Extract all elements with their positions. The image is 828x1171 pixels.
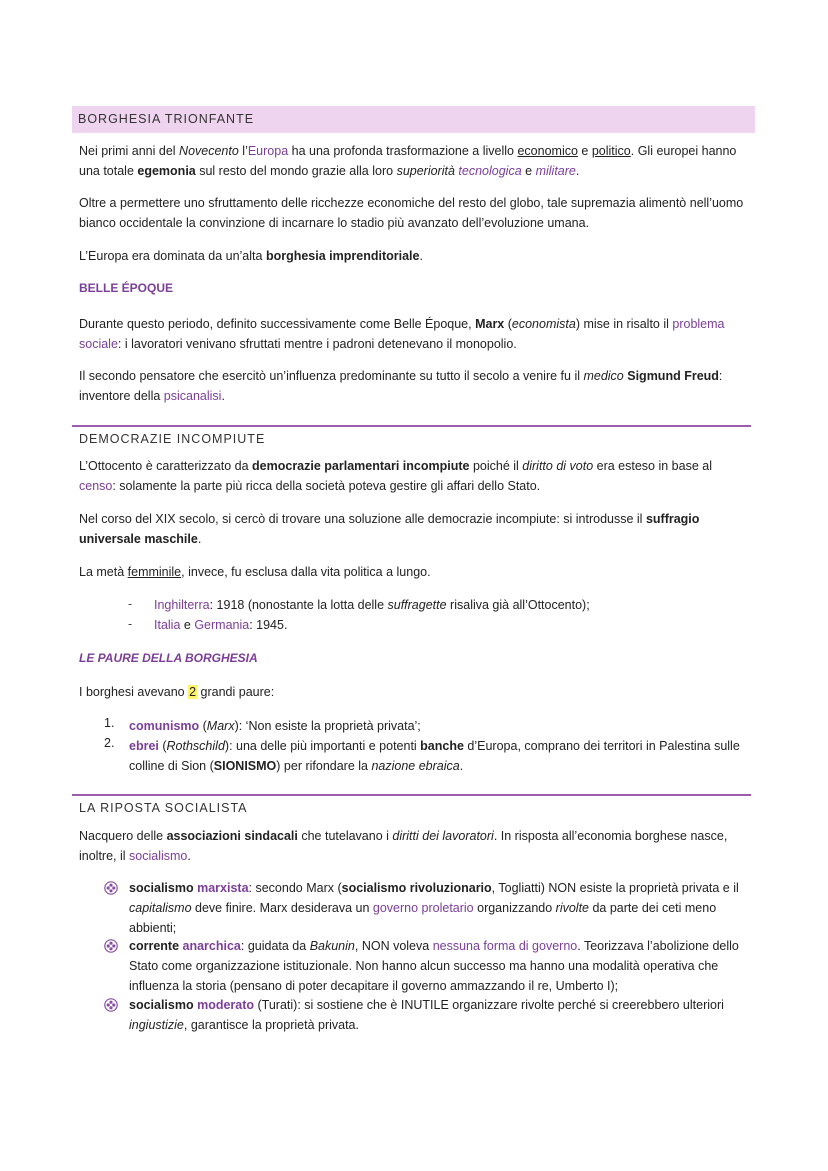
section-title: BORGHESIA TRIONFANTE: [78, 112, 255, 126]
paragraph: Nei primi anni del Novecento l’Europa ha una profonda trasformazione a livello economico e politico. Gli europei hanno una totale egemonia sul resto del mondo grazie alla loro superiorità tecnologica e militare.: [79, 144, 737, 178]
list-item: Italia e Germania: 1945.: [154, 618, 288, 632]
paragraph: I borghesi avevano 2 grandi paure:: [79, 685, 275, 699]
subheading-paure-borghesia: LE PAURE DELLA BORGHESIA: [79, 651, 258, 665]
highlighted-number: 2: [189, 685, 197, 699]
subheading-belle-epoque: BELLE ÉPOQUE: [79, 281, 174, 295]
list-item: ebrei (Rothschild): una delle più importanti e potenti banche d’Europa, comprano dei territori in Palestina sulle colline di Sion (SIONISMO) per rifondare la nazione ebraica.: [129, 739, 740, 773]
list-item: socialismo marxista: secondo Marx (socialismo rivoluzionario, Togliatti) NON esiste la proprietà privata e il capitalismo deve finire. Marx desiderava un governo proletario organizzando rivolte da parte dei ceti meno abbienti;: [129, 881, 739, 935]
paragraph: La metà femminile, invece, fu esclusa dalla vita politica a lungo.: [79, 565, 431, 579]
paragraph: Nel corso del XIX secolo, si cercò di trovare una soluzione alle democrazie incompiute: si introdusse il suffragio universale maschile.: [79, 512, 700, 546]
paragraph: Il secondo pensatore che esercitò un’influenza predominante su tutto il secolo a venire fu il medico Sigmund Freud: inventore della psicanalisi.: [79, 369, 723, 403]
list-dash: -: [128, 597, 133, 611]
section-divider: [72, 794, 751, 796]
section-banner-borghesia: [72, 106, 755, 133]
list-dash: -: [128, 617, 133, 631]
paragraph: Oltre a permettere uno sfruttamento delle ricchezze economiche del resto del globo, tale supremazia alimentò nell’uomo bianco occidentale la convinzione di incarnare lo stadio più avanzato dell’evoluzione umana.: [79, 196, 744, 230]
paragraph: Durante questo periodo, definito successivamente come Belle Époque, Marx (economista) mise in risalto il problema sociale: i lavoratori venivano sfruttati mentre i padroni detenevano il monopolio.: [79, 317, 725, 351]
section-title: DEMOCRAZIE INCOMPIUTE: [79, 432, 266, 446]
paragraph: L’Europa era dominata da un’alta borghesia imprenditoriale.: [79, 249, 423, 263]
flower-bullet-icon: [104, 881, 118, 895]
paragraph: Nacquero delle associazioni sindacali che tutelavano i diritti dei lavoratori. In risposta all’economia borghese nasce, inoltre, il socialismo.: [79, 829, 728, 863]
list-item: Inghilterra: 1918 (nonostante la lotta delle suffragette risaliva già all’Ottocento);: [154, 598, 590, 612]
list-number: 2.: [104, 736, 115, 750]
list-number: 1.: [104, 716, 115, 730]
section-divider: [72, 425, 751, 427]
paragraph: L’Ottocento è caratterizzato da democrazie parlamentari incompiute poiché il diritto di voto era esteso in base al censo: solamente la parte più ricca della società poteva gestire gli affari dello Stato.: [79, 459, 712, 493]
list-item: comunismo (Marx): ‘Non esiste la proprietà privata’;: [129, 719, 421, 733]
section-title: LA RIPOSTA SOCIALISTA: [79, 801, 248, 815]
list-item: socialismo moderato (Turati): si sostiene che è INUTILE organizzare rivolte perché si creerebbero ulteriori ingiustizie, garantisce la proprietà privata.: [129, 998, 724, 1032]
flower-bullet-icon: [104, 939, 118, 953]
flower-bullet-icon: [104, 998, 118, 1012]
list-item: corrente anarchica: guidata da Bakunin, NON voleva nessuna forma di governo. Teorizzava l’abolizione dello Stato come organizzazione istituzionale. Non hanno alcun successo ma hanno una modalità operativa che influenza la storia (pensano di poter decapitare il governo ammazzando il re, Umberto I);: [129, 939, 739, 993]
